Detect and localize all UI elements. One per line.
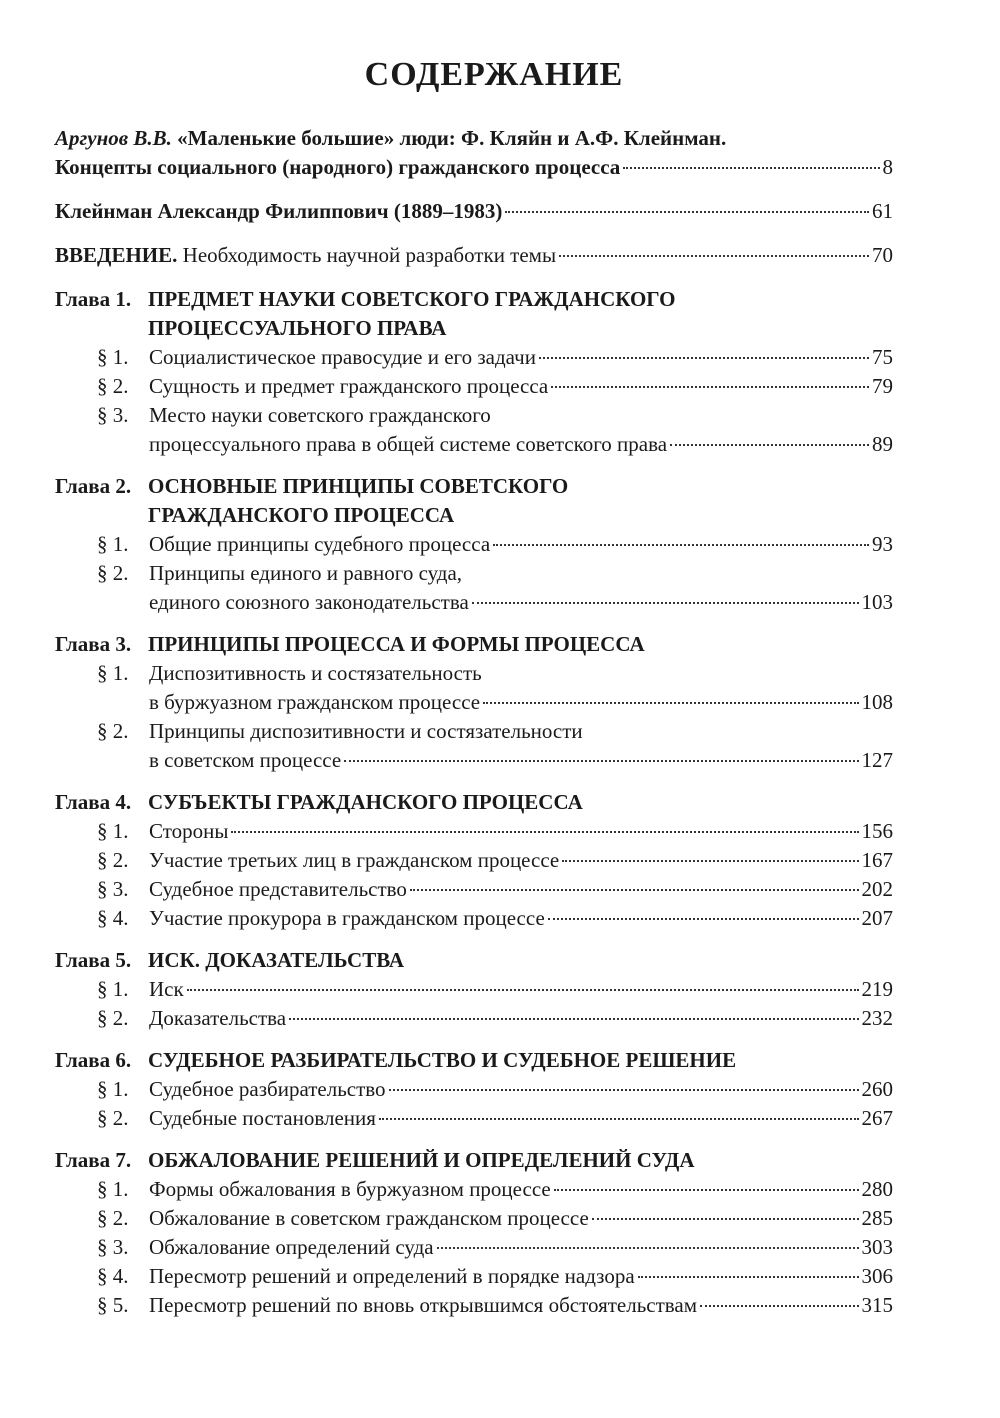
section-body — [149, 1204, 893, 1233]
toc-section-item[interactable] — [55, 372, 893, 401]
dot-leader — [548, 918, 859, 920]
toc-section-item[interactable] — [55, 1291, 893, 1320]
chapter-label: Глава 6. — [55, 1048, 132, 1072]
entry-author: Аргунов В.В. — [55, 126, 172, 150]
section-body — [149, 817, 893, 846]
page-number: 232 — [861, 1006, 893, 1030]
chapter-label: Глава 3. — [55, 632, 132, 656]
toc-entry-kleinman[interactable] — [55, 197, 893, 226]
toc-leader-row — [149, 904, 893, 933]
section-body — [149, 401, 893, 459]
chapter-label: Глава 7. — [55, 1148, 132, 1172]
chapter-list — [55, 285, 893, 1320]
toc-section-item[interactable] — [55, 1233, 893, 1262]
toc-leader-row — [149, 846, 893, 875]
section-body — [149, 875, 893, 904]
dot-leader — [700, 1305, 858, 1307]
dot-leader — [554, 1189, 859, 1191]
toc-leader-row — [55, 153, 893, 182]
dot-leader — [592, 1218, 859, 1220]
dot-leader — [551, 386, 869, 388]
section-title-line: в советском процессе — [149, 748, 342, 772]
section-title-line: Принципы диспозитивности и состязательности — [149, 719, 583, 743]
toc-section-item[interactable] — [55, 1075, 893, 1104]
entry-title-line: «Маленькие большие» люди: Ф. Кляйн и А.Ф. Клейнман. — [177, 126, 727, 150]
chapter-4 — [55, 788, 893, 933]
toc-entry-introduction[interactable] — [55, 241, 893, 270]
section-title-line: Судебное разбирательство — [149, 1077, 386, 1101]
toc-section-item[interactable] — [55, 904, 893, 933]
chapter-label: Глава 5. — [55, 948, 132, 972]
section-symbol: § 1. — [97, 661, 129, 685]
toc-section-item[interactable] — [55, 1204, 893, 1233]
chapter-1 — [55, 285, 893, 459]
dot-leader — [562, 860, 858, 862]
chapter-2 — [55, 472, 893, 617]
toc-leader-row — [149, 1233, 893, 1262]
chapter-title-line: ОБЖАЛОВАНИЕ РЕШЕНИЙ И ОПРЕДЕЛЕНИЙ СУДА — [148, 1148, 695, 1172]
page-number: 89 — [872, 432, 893, 456]
section-symbol: § 4. — [97, 906, 129, 930]
toc-leader-row — [149, 372, 893, 401]
section-symbol: § 1. — [97, 977, 129, 1001]
dot-leader — [472, 602, 859, 604]
page-number: 207 — [861, 906, 893, 930]
toc-leader-row — [149, 1204, 893, 1233]
toc-leader-row — [149, 1175, 893, 1204]
chapter-heading[interactable] — [55, 285, 893, 343]
toc-section-item[interactable] — [55, 717, 893, 775]
section-symbol: § 1. — [97, 345, 129, 369]
page-title: СОДЕРЖАНИЕ — [364, 56, 624, 93]
section-title-line: Участие третьих лиц в гражданском процессе — [149, 848, 560, 872]
section-body — [149, 846, 893, 875]
dot-leader — [559, 255, 869, 257]
chapter-label: Глава 4. — [55, 790, 132, 814]
chapter-title — [148, 472, 568, 530]
section-title-line: единого союзного законодательства — [149, 590, 469, 614]
toc-section-item[interactable] — [55, 659, 893, 717]
section-title-line: Принципы единого и равного суда, — [149, 561, 463, 585]
toc-section-item[interactable] — [55, 401, 893, 459]
chapter-7 — [55, 1146, 893, 1320]
dot-leader — [539, 357, 869, 359]
intro-label: ВВЕДЕНИЕ. — [55, 243, 178, 267]
page-number: 267 — [861, 1106, 893, 1130]
toc-leader-row — [149, 817, 893, 846]
chapter-6 — [55, 1046, 893, 1133]
section-symbol: § 5. — [97, 1293, 129, 1317]
section-body — [149, 1233, 893, 1262]
page-number: 79 — [872, 374, 893, 398]
toc-section-item[interactable] — [55, 975, 893, 1004]
section-body — [149, 717, 893, 775]
section-title-line: Сущность и предмет гражданского процесса — [149, 374, 549, 398]
page-number: 306 — [861, 1264, 893, 1288]
section-symbol: § 3. — [97, 877, 129, 901]
page-number: 202 — [861, 877, 893, 901]
toc-section-item[interactable] — [55, 343, 893, 372]
chapter-title — [148, 946, 404, 975]
chapter-heading[interactable] — [55, 1146, 893, 1175]
section-title-line: Общие принципы судебного процесса — [149, 532, 491, 556]
dot-leader — [187, 989, 859, 991]
toc-section-item[interactable] — [55, 846, 893, 875]
section-title-line: Судебные постановления — [149, 1106, 376, 1130]
section-title-line: Стороны — [149, 819, 229, 843]
chapter-heading[interactable] — [55, 788, 893, 817]
section-body — [149, 530, 893, 559]
entry-title-line: Концепты социального (народного) гражданского процесса — [55, 155, 621, 179]
toc-leader-row — [55, 197, 893, 226]
section-title-line: Пересмотр решений и определений в порядке надзора — [149, 1264, 635, 1288]
section-symbol: § 2. — [97, 1106, 129, 1130]
page-number: 8 — [882, 155, 893, 179]
chapter-title — [148, 788, 583, 817]
section-title-line: Формы обжалования в буржуазном процессе — [149, 1177, 551, 1201]
dot-leader — [483, 702, 858, 704]
chapter-heading[interactable] — [55, 630, 893, 659]
chapter-label: Глава 2. — [55, 474, 132, 498]
toc-leader-row — [149, 1291, 893, 1320]
page-number: 280 — [861, 1177, 893, 1201]
page-number: 219 — [861, 977, 893, 1001]
section-symbol: § 4. — [97, 1264, 129, 1288]
chapter-heading[interactable] — [55, 946, 893, 975]
toc-section-item[interactable] — [55, 1262, 893, 1291]
section-body — [149, 372, 893, 401]
dot-leader — [344, 760, 858, 762]
table-of-contents — [55, 124, 893, 1320]
section-symbol: § 2. — [97, 374, 129, 398]
section-body — [149, 1291, 893, 1320]
chapter-title — [148, 1046, 736, 1075]
section-body — [149, 975, 893, 1004]
toc-section-item[interactable] — [55, 1004, 893, 1033]
section-symbol: § 3. — [97, 1235, 129, 1259]
entry-title: Клейнман Александр Филиппович (1889–1983) — [55, 199, 503, 223]
entry-title — [55, 241, 556, 270]
toc-leader-row — [149, 588, 893, 617]
chapter-3 — [55, 630, 893, 775]
section-title-line: Место науки советского гражданского — [149, 403, 491, 427]
toc-entry-line — [55, 124, 893, 153]
section-symbol: § 1. — [97, 532, 129, 556]
section-body — [149, 1104, 893, 1133]
dot-leader — [389, 1089, 859, 1091]
toc-leader-row — [149, 1075, 893, 1104]
toc-section-item[interactable] — [55, 817, 893, 846]
page-number: 285 — [861, 1206, 893, 1230]
section-body — [149, 559, 893, 617]
chapter-title-line: СУБЪЕКТЫ ГРАЖДАНСКОГО ПРОЦЕССА — [148, 790, 583, 814]
toc-leader-row — [149, 975, 893, 1004]
section-body — [149, 343, 893, 372]
chapter-title — [148, 285, 675, 343]
toc-leader-row — [149, 1104, 893, 1133]
section-title-line: Иск — [149, 977, 184, 1001]
section-title-line: Доказательства — [149, 1006, 287, 1030]
section-symbol: § 2. — [97, 561, 129, 585]
section-title-line: Диспозитивность и состязательность — [149, 661, 482, 685]
section-title-line: Обжалование определений суда — [149, 1235, 434, 1259]
toc-leader-row — [149, 343, 893, 372]
section-symbol: § 2. — [97, 1206, 129, 1230]
page-number: 75 — [872, 345, 893, 369]
toc-leader-row — [149, 530, 893, 559]
intro-text: Необходимость научной разработки темы — [182, 243, 557, 267]
toc-leader-row — [149, 746, 893, 775]
chapter-label: Глава 1. — [55, 287, 132, 311]
section-title-line: Обжалование в советском гражданском процессе — [149, 1206, 589, 1230]
page-number: 303 — [861, 1235, 893, 1259]
section-symbol: § 1. — [97, 1177, 129, 1201]
toc-leader-row — [149, 430, 893, 459]
dot-leader — [437, 1247, 859, 1249]
chapter-title-line: ПРОЦЕССУАЛЬНОГО ПРАВА — [148, 316, 447, 340]
toc-leader-row — [149, 875, 893, 904]
dot-leader — [638, 1276, 859, 1278]
dot-leader — [505, 211, 869, 213]
chapter-heading[interactable] — [55, 1046, 893, 1075]
page-number: 260 — [861, 1077, 893, 1101]
chapter-title-line: ГРАЖДАНСКОГО ПРОЦЕССА — [148, 503, 455, 527]
section-title-line: процессуального права в общей системе советского права — [149, 432, 668, 456]
dot-leader — [670, 444, 869, 446]
page-number: 156 — [861, 819, 893, 843]
toc-section-item[interactable] — [55, 559, 893, 617]
dot-leader — [623, 167, 879, 169]
section-title-line: Участие прокурора в гражданском процессе — [149, 906, 545, 930]
section-body — [149, 1075, 893, 1104]
chapter-title-line: ИСК. ДОКАЗАТЕЛЬСТВА — [148, 948, 405, 972]
toc-section-item[interactable] — [55, 1175, 893, 1204]
section-title-line: в буржуазном гражданском процессе — [149, 690, 481, 714]
page-number: 315 — [861, 1293, 893, 1317]
toc-leader-row — [149, 1262, 893, 1291]
toc-leader-row — [149, 1004, 893, 1033]
toc-section-item[interactable] — [55, 875, 893, 904]
section-body — [149, 1004, 893, 1033]
chapter-title — [148, 1146, 695, 1175]
toc-entry-argunov[interactable] — [55, 124, 893, 182]
dot-leader — [410, 889, 859, 891]
page-number: 93 — [872, 532, 893, 556]
dot-leader — [289, 1018, 858, 1020]
page-number: 108 — [861, 690, 893, 714]
chapter-title — [148, 630, 645, 659]
section-body — [149, 659, 893, 717]
dot-leader — [231, 831, 858, 833]
toc-section-item[interactable] — [55, 530, 893, 559]
section-body — [149, 904, 893, 933]
chapter-title-line: ОСНОВНЫЕ ПРИНЦИПЫ СОВЕТСКОГО — [148, 474, 569, 498]
section-title-line: Пересмотр решений по вновь открывшимся обстоятельствам — [149, 1293, 698, 1317]
page-number: 167 — [861, 848, 893, 872]
page-number: 127 — [861, 748, 893, 772]
chapter-5 — [55, 946, 893, 1033]
dot-leader — [493, 544, 869, 546]
section-symbol: § 3. — [97, 403, 129, 427]
section-symbol: § 1. — [97, 819, 129, 843]
toc-leader-row — [149, 688, 893, 717]
page-number: 103 — [861, 590, 893, 614]
section-title-line: Социалистическое правосудие и его задачи — [149, 345, 536, 369]
toc-leader-row — [55, 241, 893, 270]
chapter-title-line: СУДЕБНОЕ РАЗБИРАТЕЛЬСТВО И СУДЕБНОЕ РЕШЕНИЕ — [148, 1048, 737, 1072]
section-body — [149, 1175, 893, 1204]
section-symbol: § 2. — [97, 719, 129, 743]
toc-section-item[interactable] — [55, 1104, 893, 1133]
chapter-heading[interactable] — [55, 472, 893, 530]
page-number: 61 — [872, 199, 893, 223]
chapter-title-line: ПРЕДМЕТ НАУКИ СОВЕТСКОГО ГРАЖДАНСКОГО — [148, 287, 676, 311]
section-body — [149, 1262, 893, 1291]
page-number: 70 — [872, 243, 893, 267]
section-symbol: § 2. — [97, 848, 129, 872]
section-symbol: § 1. — [97, 1077, 129, 1101]
chapter-title-line: ПРИНЦИПЫ ПРОЦЕССА И ФОРМЫ ПРОЦЕССА — [148, 632, 645, 656]
section-title-line: Судебное представительство — [149, 877, 407, 901]
dot-leader — [379, 1118, 859, 1120]
section-symbol: § 2. — [97, 1006, 129, 1030]
